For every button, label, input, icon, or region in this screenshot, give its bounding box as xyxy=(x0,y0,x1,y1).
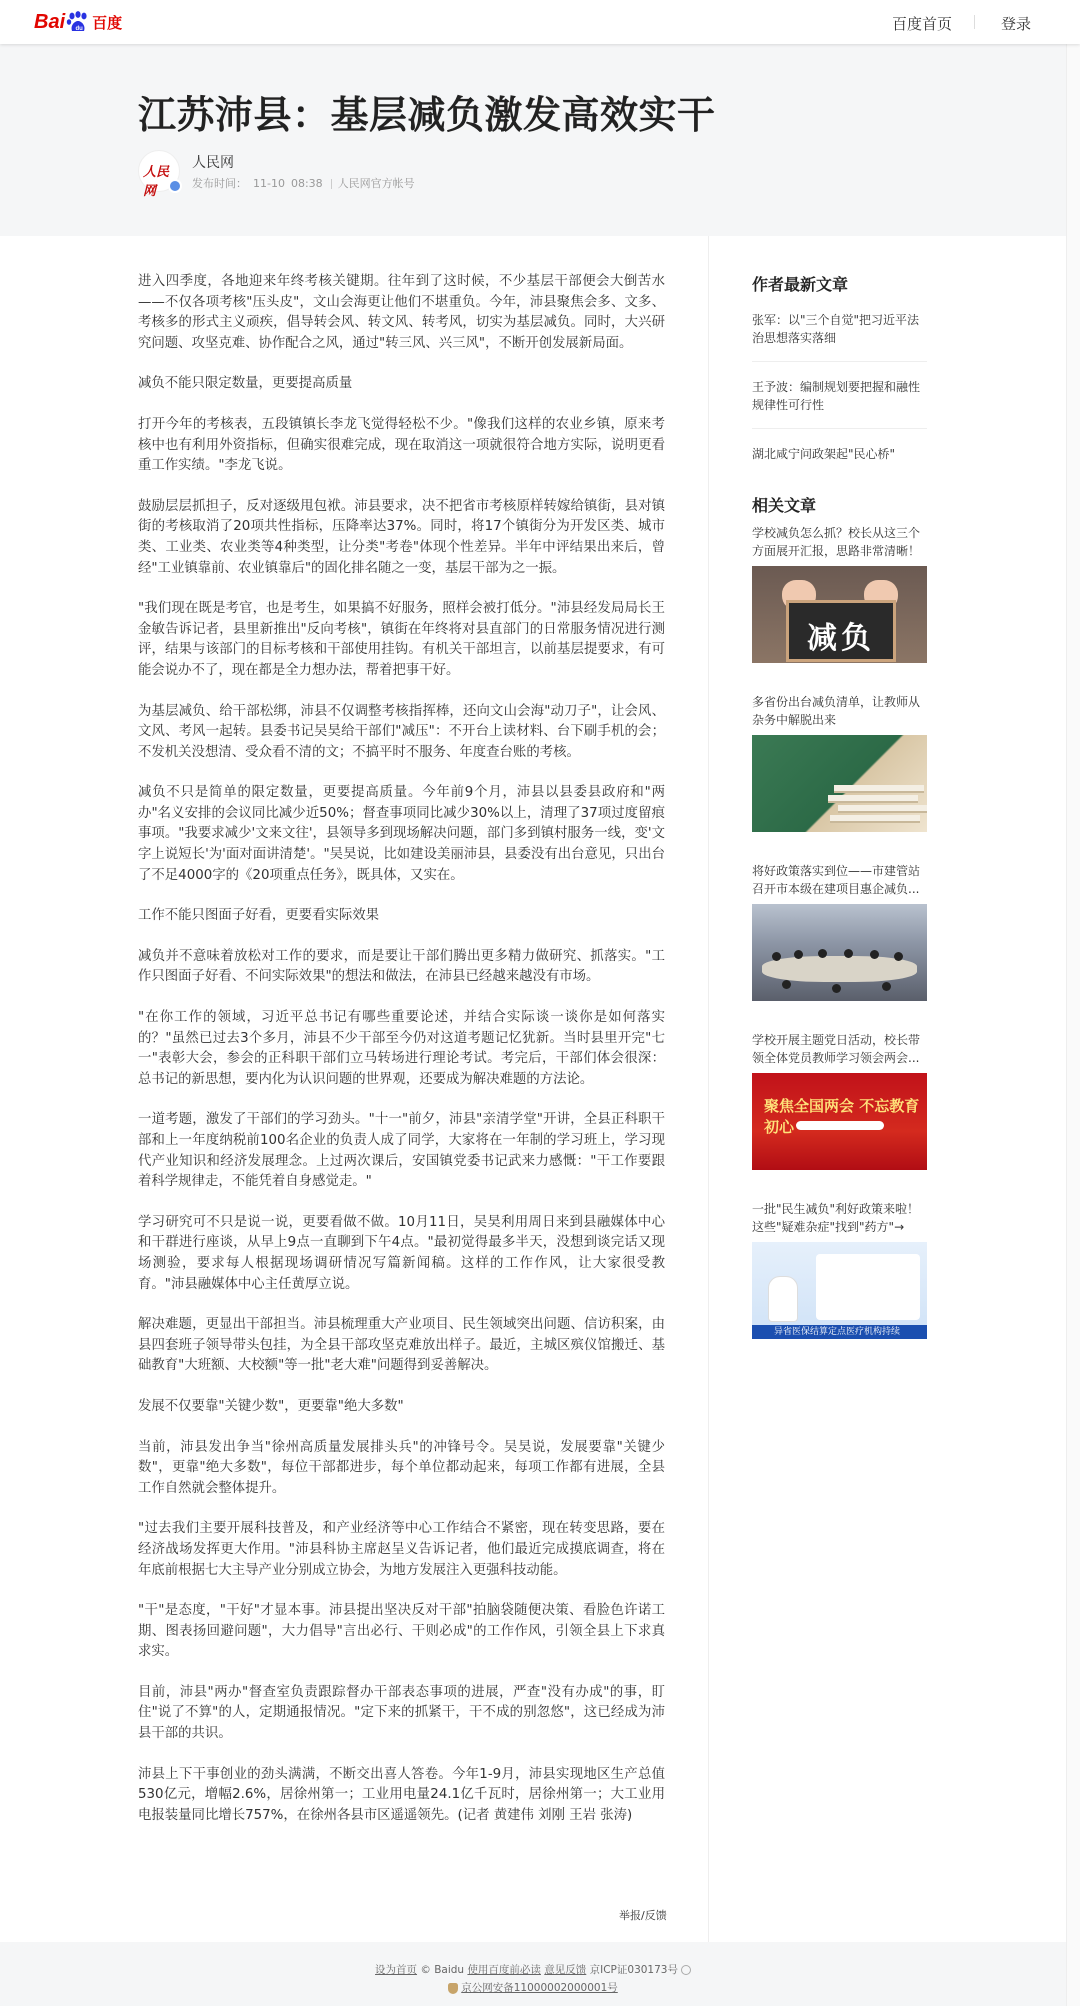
baidu-logo[interactable] xyxy=(34,9,122,35)
book-image xyxy=(834,785,924,793)
paragraph: 当前，沛县发出争当"徐州高质量发展排头兵"的冲锋号令。吴昊说，发展要靠"关键少数"，更靠"绝大多数"，每位干部都进步，每个单位都动起来，每项工作都有进展，全县工作自然就会整体提升。 xyxy=(138,1439,665,1496)
footer-line-1 xyxy=(0,1962,1066,1977)
paragraph: 鼓励层层抓担子，反对逐级甩包袱。沛县要求，决不把省市考核原样转嫁给镇街，县对镇街的考核取消了20项共性指标，压降率达37%。同时，将17个镇街分为开发区类、城市类、工业类、农业类等4种类型，让分类"考卷"体现个性差异。半年中评结果出来后，曾经"工业镇靠前、农业镇靠后"的固化排名随之一变，基层干部为之一振。 xyxy=(138,498,665,576)
police-badge-icon xyxy=(448,1983,458,1994)
chalkboard-image xyxy=(786,600,896,662)
paragraph: "我们现在既是考官，也是考生，如果搞不好服务，照样会被打低分。"沛县经发局局长王金敏告诉记者，县里新推出"反向考核"，镇街在年终将对县直部门的日常服务情况进行测评，结果与该部门的目标考核和干部使用挂钩。有机关干部坦言，以前基层提要求，有可能会说办不了，现在都是全力想办法，帮着把事干好。 xyxy=(138,601,665,678)
sidebar xyxy=(752,272,927,1369)
verified-badge-icon xyxy=(168,179,182,193)
latest-article-link[interactable]: 湖北咸宁问政架起"民心桥" xyxy=(752,447,896,461)
column-divider xyxy=(708,236,709,1942)
author-avatar[interactable] xyxy=(138,150,180,199)
main-content xyxy=(0,236,1066,1942)
related-article-card[interactable] xyxy=(752,693,927,832)
author-account: 人民网官方帐号 xyxy=(337,177,415,190)
related-article-card[interactable] xyxy=(752,524,927,663)
svg-text:du: du xyxy=(75,26,83,32)
related-article-title[interactable]: 将好政策落实到位——市建管站召开市本级在建项目惠企减负... xyxy=(752,864,921,896)
nav-divider xyxy=(974,15,975,29)
info-row xyxy=(820,1282,916,1291)
person-image xyxy=(794,950,803,959)
person-image xyxy=(882,982,891,991)
related-articles-heading: 相关文章 xyxy=(752,496,817,515)
paragraph: "干"是态度，"干好"才显本事。沛县提出坚决反对干部"拍脑袋随便决策、看脸色许诺工期、图表扬回避问题"，大力倡导"言出必行、干则必成"的工作作风，引领全县上下求真求实。 xyxy=(138,1603,665,1660)
book-image xyxy=(838,805,927,813)
person-image xyxy=(818,949,827,958)
meta-divider xyxy=(331,179,332,189)
info-row xyxy=(820,1258,916,1267)
related-article-card[interactable] xyxy=(752,862,927,1001)
report-feedback-link[interactable]: 举报/反馈 xyxy=(619,1909,667,1922)
paragraph: 沛县上下干事创业的劲头满满，不断交出喜人答卷。今年1-9月，沛县实现地区生产总值530亿元，增幅2.6%，居徐州第一；工业用电量24.1亿千瓦时，居徐州第一；大工业用电报装量同比增长757%，在徐州各县市区遥遥领先。(记者 黄建伟 刘刚 王岩 张涛) xyxy=(138,1766,665,1823)
related-article-title[interactable]: 学校减负怎么抓？校长从这三个方面展开汇报，思路非常清晰！ xyxy=(752,526,921,558)
latest-article-link[interactable]: 张军：以"三个自觉"把习近平法治思想落实落细 xyxy=(752,311,927,362)
related-article-card[interactable] xyxy=(752,1031,927,1170)
logo-text-left: Bai xyxy=(34,10,66,33)
paragraph: 一道考题，激发了干部们的学习劲头。"十一"前夕，沛县"亲清学堂"开讲，全县正科职干部和上一年度纳税前100名企业的负责人成了同学，大家将在一年制的学习班上，学习现代产业知识和经济发展理念。上过两次课后，安国镇党委书记武来力感慨："干工作要跟着科学规律走，不能凭着自身感觉走。" xyxy=(138,1112,665,1190)
image-banner-text: 异省医保结算定点医疗机构持续 xyxy=(752,1325,927,1339)
paragraph: 为基层减负、给干部松绑，沛县不仅调整考核指挥棒，还向文山会海"动刀子"，让会风、文风、考风一起转。县委书记吴昊给干部们"减压"：不开台上读材料、台下刷手机的会；不发机关没想清、受众看不清的文；不搞平时不服务、年度查台账的考核。 xyxy=(138,703,665,760)
footer-line-2 xyxy=(0,1980,1066,1995)
related-article-title[interactable]: 一批"民生减负"利好政策来啦！这些"疑难杂症"找到"药方"→ xyxy=(752,1202,920,1234)
feedback-link[interactable]: 意见反馈 xyxy=(544,1964,587,1976)
footer xyxy=(0,1942,1066,2006)
book-image xyxy=(830,815,920,823)
banner-text: 聚焦全国两会 不忘教育初心 xyxy=(764,1097,920,1136)
banner-subtitle-bar xyxy=(796,1121,884,1130)
latest-article-link[interactable]: 王予波：编制规划要把握和融性规律性可行性 xyxy=(752,378,927,429)
scrollbar-track[interactable] xyxy=(1066,0,1080,2006)
set-home-link[interactable]: 设为首页 xyxy=(375,1964,418,1976)
icp-number: 京ICP证030173号 xyxy=(589,1964,678,1976)
related-article-thumbnail[interactable] xyxy=(752,566,927,663)
person-image xyxy=(844,949,853,958)
nav-home-link[interactable]: 百度首页 xyxy=(892,15,953,33)
author-name[interactable]: 人民网 xyxy=(192,155,234,171)
related-article-title[interactable]: 学校开展主题党日活动，校长带领全体党员教师学习领会两会... xyxy=(752,1033,921,1065)
avatar-logo-text: 人民网 xyxy=(143,165,170,199)
person-image xyxy=(832,984,841,993)
person-image xyxy=(894,952,903,961)
section-heading: 工作不能只图面子好看，更要看实际效果 xyxy=(138,908,380,924)
paragraph: 学习研究可不只是说一说，更要看做不做。10月11日，吴昊利用周日来到县融媒体中心和干群进行座谈，从早上9点一直聊到下午4点。"最初觉得最多半天，没想到谈完话又现场测验，要求每人根据现场调研情况写篇新闻稿。这样的工作作风，让大家很受教育。"沛县融媒体中心主任黄厚立说。 xyxy=(138,1214,665,1292)
article-body xyxy=(138,272,665,1846)
login-link[interactable]: 登录 xyxy=(1001,15,1032,33)
section-heading: 发展不仅要靠"关键少数"，更要靠"绝大多数" xyxy=(138,1398,404,1414)
page-title: 江苏沛县：基层减负激发高效实干 xyxy=(138,93,716,137)
paragraph: 进入四季度，各地迎来年终考核关键期。往年到了这时候，不少基层干部便会大倒苦水——不仅各项考核"压头皮"，文山会海更让他们不堪重负。今年，沛县聚焦会多、文多、考核多的形式主义顽疾，倡导转会风、转文风、转考风，切实为基层减负。同时，大兴研究问题、攻坚克难、协作配合之风，通过"转三风、兴三风"，不断开创发展新局面。 xyxy=(138,274,665,351)
must-read-link[interactable]: 使用百度前必读 xyxy=(467,1964,541,1976)
latest-articles-heading: 作者最新文章 xyxy=(752,275,849,294)
top-nav xyxy=(0,0,1080,44)
person-image xyxy=(870,950,879,959)
copyright: © Baidu xyxy=(420,1964,465,1976)
police-record-link[interactable]: 京公网安备11000002000001号 xyxy=(461,1982,618,1994)
chalkboard-text: 减负 xyxy=(807,621,875,656)
publish-time: 08:38 xyxy=(290,177,323,190)
related-article-card[interactable] xyxy=(752,1200,927,1339)
paragraph: 解决难题，更显出干部担当。沛县梳理重大产业项目、民生领域突出问题、信访积案，由县四套班子领导带头包挂，为全县干部攻坚克难放出样子。最近，主城区殡仪馆搬迁、基础教育"大班额、大校额"等一批"老大难"问题得到妥善解决。 xyxy=(138,1317,665,1374)
book-image xyxy=(828,795,918,803)
paragraph: "过去我们主要开展科技普及，和产业经济等中心工作结合不紧密，现在转变思路，要在经济战场发挥更大作用。"沛县科协主席赵呈义告诉记者，他们最近完成摸底调查，将在年底前根据七大主导产业分别成立协会，为地方发展注入更强科技动能。 xyxy=(138,1521,665,1578)
baidu-paw-icon xyxy=(66,11,90,33)
publish-date: 11-10 xyxy=(253,177,285,190)
section-heading: 减负不能只限定数量，更要提高质量 xyxy=(138,376,353,392)
info-row xyxy=(820,1294,916,1303)
meeting-table-image xyxy=(762,956,917,982)
paragraph: "在你工作的领域，习近平总书记有哪些重要论述，并结合实际谈一谈你是如何落实的？"虽然已过去3个多月，沛县不少干部至今仍对这道考题记忆犹新。当时县里开完"七一"表彰大会，参会的正科职干部们立马转场进行理论考试。考完后，干部们体会很深：总书记的新思想，要内化为认识问题的世界观，还要成为解决难题的方法论。 xyxy=(138,1010,665,1087)
info-card-image xyxy=(816,1254,920,1320)
info-row xyxy=(820,1306,916,1315)
publish-label: 发布时间： xyxy=(192,177,247,190)
paragraph: 打开今年的考核表，五段镇镇长李龙飞觉得轻松不少。"像我们这样的农业乡镇，原来考核中也有利用外资指标，但确实很难完成，现在取消这一项就很符合地方实际，说明更看重工作实绩。"李龙飞说。 xyxy=(138,416,665,474)
related-article-thumbnail[interactable] xyxy=(752,1242,927,1339)
related-article-thumbnail[interactable] xyxy=(752,904,927,1001)
publish-meta xyxy=(192,175,421,191)
cartoon-figure-image xyxy=(768,1276,798,1322)
related-article-thumbnail[interactable] xyxy=(752,735,927,832)
related-articles xyxy=(752,493,927,1339)
paragraph: 减负并不意味着放松对工作的要求，而是要让干部们腾出更多精力做研究、抓落实。"工作只图面子好看、不问实际效果"的想法和做法，在沛县已经越来越没有市场。 xyxy=(138,948,665,985)
icp-badge-icon xyxy=(681,1965,691,1975)
logo-text-right: 百度 xyxy=(92,14,123,32)
article-header xyxy=(0,44,1066,236)
person-image xyxy=(782,980,791,989)
person-image xyxy=(772,952,781,961)
paragraph: 减负不只是简单的限定数量，更要提高质量。今年前9个月，沛县以县委县政府和"两办"名义安排的会议同比减少近50%；督查事项同比减少30%以上，清理了37项过度留痕事项。"我要求减少'文来文往'，县领导多到现场解决问题，部门多到镇村服务一线，变'文字上说短长'为'面对面讲清楚'。"吴昊说，比如建设美丽沛县，县委没有出台意见，只出台了不足4000字的《20项重点任务》，既具体，又实在。 xyxy=(138,785,665,883)
related-article-thumbnail[interactable] xyxy=(752,1073,927,1170)
paragraph: 目前，沛县"两办"督查室负责跟踪督办干部表态事项的进展，严查"没有办成"的事，盯住"说了不算"的人，定期通报情况。"定下来的抓紧干，干不成的别忽悠"，这已经成为沛县干部的共识。 xyxy=(138,1684,665,1742)
related-article-title[interactable]: 多省份出台减负清单，让教师从杂务中解脱出来 xyxy=(752,695,921,727)
info-row xyxy=(820,1270,916,1279)
